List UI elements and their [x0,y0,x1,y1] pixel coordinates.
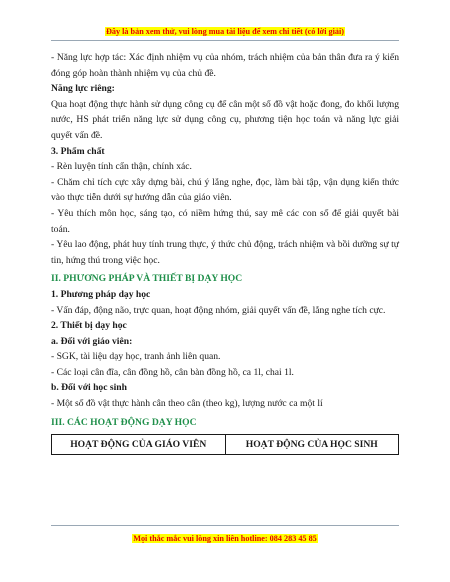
paragraph-sgk: - SGK, tài liệu dạy học, tranh ảnh liên quan. [51,351,221,363]
heading-phuong-phap: 1. Phương pháp dạy học [51,288,151,300]
document-body [51,42,399,455]
heading-giao-vien: a. Đối với giáo viên: [51,335,133,347]
paragraph-nang-luc-rieng: Qua hoạt động thực hành sử dụng công cụ để cân một số đồ vật hoặc đong, đo khối lượng nước, HS phát triển năng lực sử dụng công cụ, phương tiện học toán và năng lực giải quyết vấn đề. [51,98,399,141]
paragraph-cham-chi: - Chăm chỉ tích cực xây dựng bài, chú ý lắng nghe, đọc, làm bài tập, vận dụng kiến thức vào thực tiễn dưới sự hướng dẫn của giáo viên. [51,176,399,204]
paragraph-can-than: - Rèn luyện tính cẩn thận, chính xác. [51,161,192,173]
heading-nang-luc-rieng: Năng lực riêng: [51,83,115,95]
paragraph-yeu-lao-dong: - Yêu lao động, phát huy tính trung thực, ý thức chủ động, trách nhiệm và bồi dưỡng sự tự tin, hứng thú trong việc học. [51,239,399,266]
activity-table [51,434,399,455]
paragraph-loai-can: - Các loại cân đĩa, cân đồng hồ, cân bàn đồng hồ, ca 1l, chai 1l. [51,366,294,378]
section-hoat-dong: III. CÁC HOẠT ĐỘNG DẠY HỌC [51,416,197,428]
hotline-banner: Mọi thắc mắc vui lòng xin liên hotline: 084 283 45 85 [133,534,317,543]
paragraph-yeu-thich: - Yêu thích môn học, sáng tạo, có niềm hứng thú, say mê các con số để giải quyết bài toán. [51,207,399,235]
paragraph-phuong-phap: - Vấn đáp, động não, trực quan, hoạt động nhóm, giải quyết vấn đề, lắng nghe tích cực. [51,304,386,316]
paragraph-do-vat: - Một số đồ vật thực hành cân theo cân (theo kg), lượng nước ca một lí [51,398,323,410]
table-header-row [52,435,399,455]
footer-rule [51,525,399,526]
paragraph-hop-tac: - Năng lực hợp tác: Xác định nhiệm vụ của nhóm, trách nhiệm của bản thân đưa ra ý kiến đóng góp hoàn thành nhiệm vụ của chủ đề. [51,52,399,79]
heading-pham-chat: 3. Phẩm chất [51,145,105,157]
column-header-giao-vien: HOẠT ĐỘNG CỦA GIÁO VIÊN [52,435,226,455]
heading-thiet-bi: 2. Thiết bị dạy học [51,320,127,332]
heading-hoc-sinh: b. Đối với học sinh [51,382,127,394]
header-rule [51,40,399,41]
section-phuong-phap-thiet-bi: II. PHƯƠNG PHÁP VÀ THIẾT BỊ DẠY HỌC [51,273,243,285]
preview-notice-banner: Đây là bản xem thử, vui lòng mua tài liệu để xem chi tiết (có lời giải) [105,27,344,36]
column-header-hoc-sinh: HOẠT ĐỘNG CỦA HỌC SINH [225,435,399,455]
